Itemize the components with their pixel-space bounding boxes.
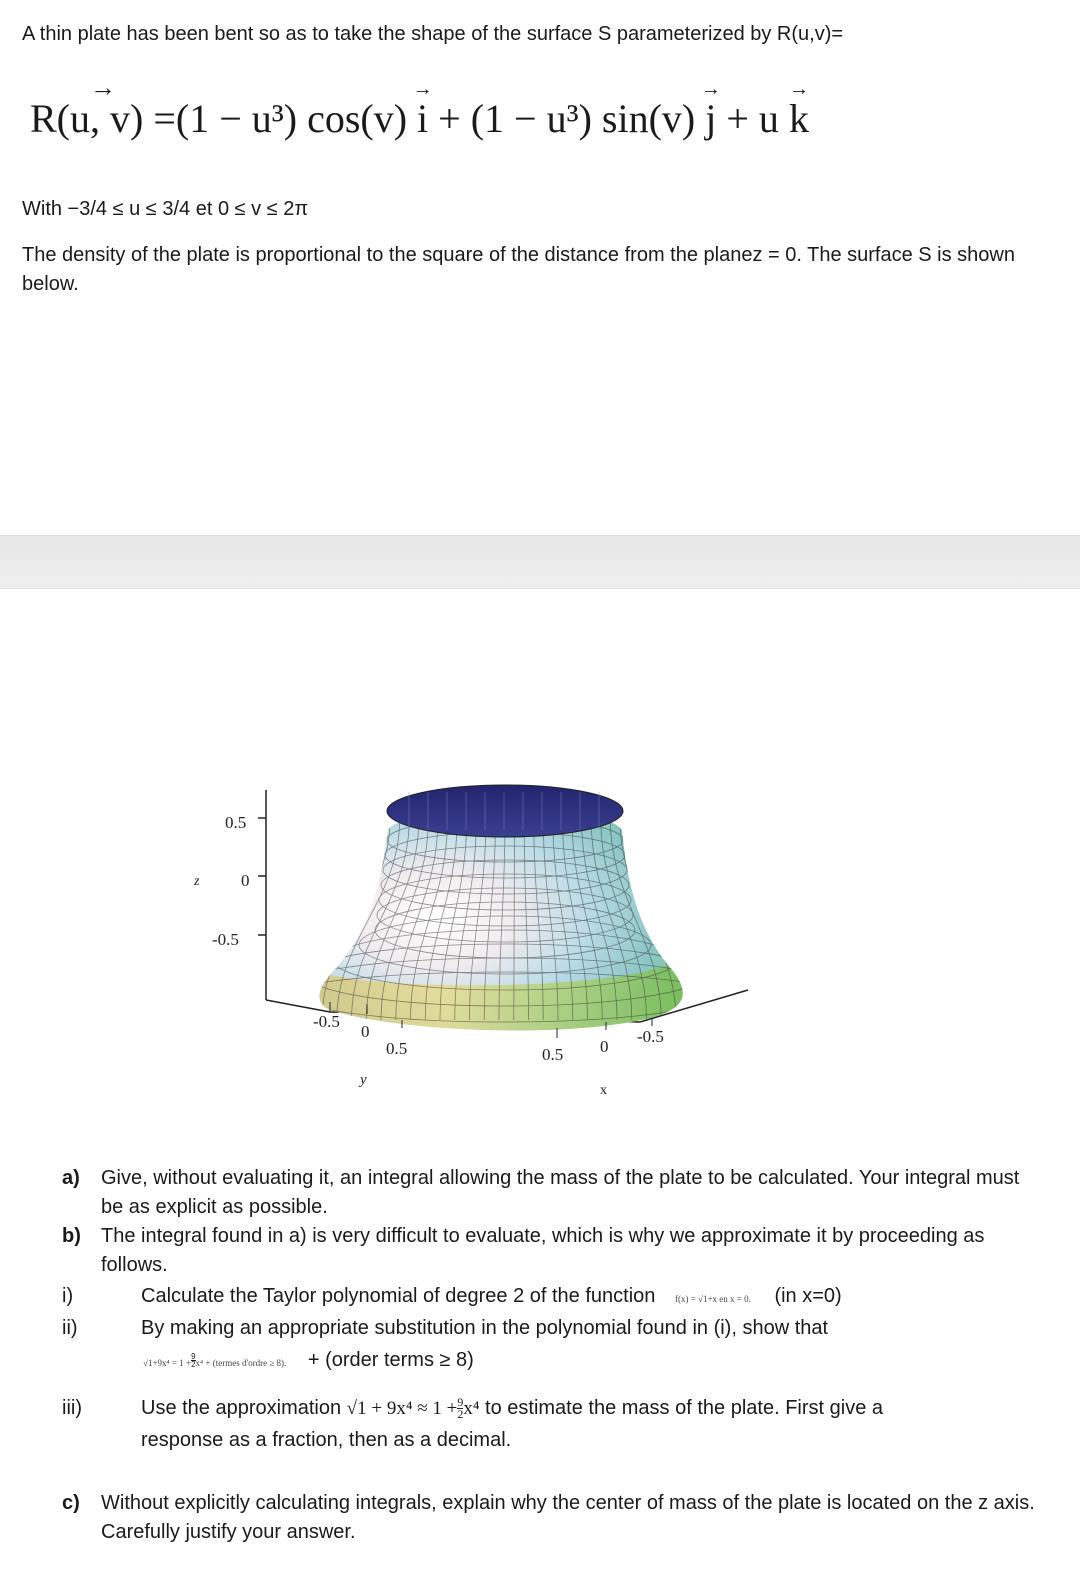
- question-ii-formula: √1+9x⁴ = 1 + $\frac{9}{2}$ x⁴ + (termes d'ordre ≥ 8). + (order terms ≥ 8): [143, 1349, 474, 1371]
- question-i-text: Calculate the Taylor polynomial of degree 2 of the function f(x) = √1+x en x = 0. (in x=0): [141, 1285, 842, 1307]
- x-axis-label: x: [600, 1083, 607, 1098]
- y-axis: [266, 1000, 330, 1012]
- domain-text: With −3/4 ≤ u ≤ 3/4 et 0 ≤ v ≤ 2π: [22, 198, 309, 220]
- question-ii-text: By making an appropriate substitution in the polynomial found in (i), show that: [141, 1317, 829, 1339]
- question-c-text: Without explicitly calculating integrals, explain why the center of mass of the plate is located on the z axis. Carefully justify your answer.: [101, 1492, 1035, 1543]
- i-vector: → i: [417, 95, 428, 142]
- question-i-label: i): [62, 1285, 74, 1307]
- separator-band: [0, 535, 1080, 589]
- y-tick-label: -0.5: [313, 1012, 340, 1031]
- j-vector: → j: [705, 95, 716, 142]
- z-axis-label: z: [194, 874, 200, 889]
- x-tick-label: -0.5: [637, 1027, 664, 1046]
- question-b-text: The integral found in a) is very difficult to evaluate, which is why we approximate it by proceeding as follows.: [101, 1225, 985, 1276]
- r-vector: → R(u, v) =: [30, 95, 176, 142]
- question-a-text: Give, without evaluating it, an integral allowing the mass of the plate to be calculated. Your integral must be as explicit as possible.: [101, 1167, 1020, 1218]
- y-axis-label: y: [360, 1072, 367, 1088]
- k-vector: → k: [789, 95, 809, 142]
- z-tick-label: -0.5: [212, 930, 239, 949]
- question-c-label: c): [62, 1492, 80, 1514]
- x-tick-label: 0: [600, 1037, 609, 1056]
- question-iii-text-continued: response as a fraction, then as a decimal.: [141, 1429, 512, 1451]
- y-tick-label: 0: [361, 1022, 370, 1041]
- z-tick-label: 0: [241, 871, 250, 890]
- z-tick-label: 0.5: [225, 813, 247, 832]
- x-tick-label: 0.5: [542, 1045, 564, 1064]
- bell-surface: [255, 785, 755, 1038]
- z-axis: [258, 790, 266, 1000]
- question-iii-text: Use the approximation √1 + 9x⁴ ≈ 1 + $\frac{9}{2}$ x⁴ to estimate the mass of the plate. First give a: [141, 1395, 883, 1422]
- density-text: The density of the plate is proportional to the square of the distance from the planez = 0. The surface S is shown below.: [22, 244, 1015, 295]
- parametrization-formula: → R(u, v) =(1 − u³) cos(v) → i + (1 − u³) sin(v) → j + u → k: [30, 95, 809, 142]
- question-b-label: b): [62, 1225, 81, 1247]
- function-small-formula: f(x) = √1+x en x = 0.: [674, 1294, 751, 1304]
- surface-plot: [0, 760, 1080, 1100]
- question-iii-label: iii): [62, 1397, 82, 1419]
- y-tick-label: 0.5: [386, 1039, 408, 1058]
- question-ii-label: ii): [62, 1317, 78, 1339]
- question-a-label: a): [62, 1167, 80, 1189]
- intro-text: A thin plate has been bent so as to take the shape of the surface S parameterized by R(u,v)=: [22, 23, 844, 45]
